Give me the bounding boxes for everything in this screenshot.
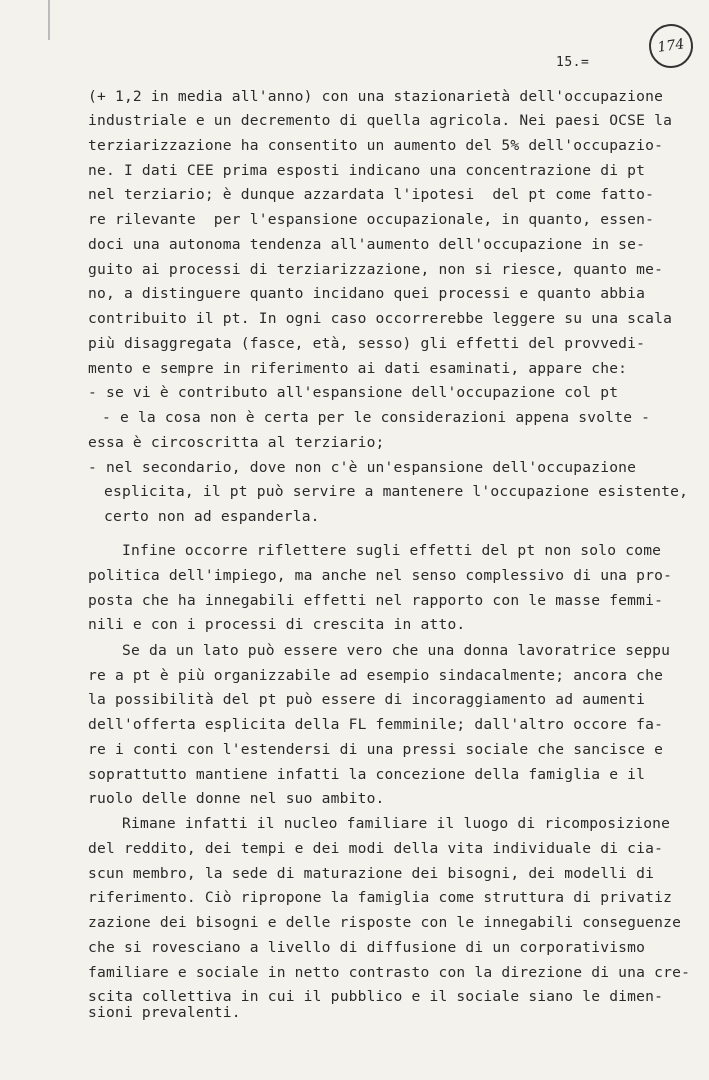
text-line: nili e con i processi di crescita in atto. xyxy=(88,616,466,633)
list-item-line: - e la cosa non è certa per le considerazioni appena svolte - xyxy=(102,409,651,426)
page-number: 15.= xyxy=(556,55,590,70)
text-line: soprattutto mantiene infatti la concezione della famiglia e il xyxy=(88,766,646,783)
text-line: familiare e sociale in netto contrasto con la direzione di una cre- xyxy=(88,964,691,981)
text-line: la possibilità del pt può essere di incoraggiamento ad aumenti xyxy=(88,691,646,708)
text-line: scun membro, la sede di maturazione dei bisogni, dei modelli di xyxy=(88,865,655,882)
archive-stamp: 174 xyxy=(646,21,696,71)
text-line: posta che ha innegabili effetti nel rapporto con le masse femmi- xyxy=(88,592,664,609)
text-line: più disaggregata (fasce, età, sesso) gli effetti del provvedi- xyxy=(88,335,646,352)
text-line: ruolo delle donne nel suo ambito. xyxy=(88,790,385,807)
list-item-line: certo non ad espanderla. xyxy=(104,508,320,525)
text-line: sioni prevalenti. xyxy=(88,1004,241,1021)
text-line: riferimento. Ciò ripropone la famiglia come struttura di privatiz xyxy=(88,889,673,906)
scan-mark xyxy=(48,0,50,40)
text-line: (+ 1,2 in media all'anno) con una stazionarietà dell'occupazione xyxy=(88,88,664,105)
list-item-line: - se vi è contributo all'espansione dell'occupazione col pt xyxy=(88,384,619,401)
text-line: del reddito, dei tempi e dei modi della vita individuale di cia- xyxy=(88,840,664,857)
text-line: industriale e un decremento di quella agricola. Nei paesi OCSE la xyxy=(88,112,673,129)
list-item-line: essa è circoscritta al terziario; xyxy=(88,434,385,451)
text-line: mento e sempre in riferimento ai dati esaminati, appare che: xyxy=(88,360,628,377)
text-line: zazione dei bisogni e delle risposte con le innegabili conseguenze xyxy=(88,914,682,931)
text-line: politica dell'impiego, ma anche nel senso complessivo di una pro- xyxy=(88,567,673,584)
text-line: no, a distinguere quanto incidano quei processi e quanto abbia xyxy=(88,285,646,302)
text-line: scita collettiva in cui il pubblico e il sociale siano le dimen- xyxy=(88,988,664,1005)
text-line: Se da un lato può essere vero che una donna lavoratrice seppu xyxy=(122,642,671,659)
text-line: dell'offerta esplicita della FL femminile; dall'altro occore fa- xyxy=(88,716,664,733)
text-line: guito ai processi di terziarizzazione, non si riesce, quanto me- xyxy=(88,261,664,278)
list-item-line: - nel secondario, dove non c'è un'espansione dell'occupazione xyxy=(88,459,637,476)
text-line: terziarizzazione ha consentito un aumento del 5% dell'occupazio- xyxy=(88,137,664,154)
text-line: re i conti con l'estendersi di una pressi sociale che sancisce e xyxy=(88,741,664,758)
text-line: doci una autonoma tendenza all'aumento dell'occupazione in se- xyxy=(88,236,646,253)
text-line: ne. I dati CEE prima esposti indicano una concentrazione di pt xyxy=(88,162,646,179)
list-item-line: esplicita, il pt può servire a mantenere l'occupazione esistente, xyxy=(104,483,689,500)
text-line: che si rovesciano a livello di diffusione di un corporativismo xyxy=(88,939,646,956)
text-line: nel terziario; è dunque azzardata l'ipotesi del pt come fatto- xyxy=(88,186,655,203)
text-line: Rimane infatti il nucleo familiare il luogo di ricomposizione xyxy=(122,815,671,832)
text-line: re rilevante per l'espansione occupazionale, in quanto, essen- xyxy=(88,211,655,228)
text-line: contribuito il pt. In ogni caso occorrerebbe leggere su una scala xyxy=(88,310,673,327)
text-line: Infine occorre riflettere sugli effetti del pt non solo come xyxy=(122,542,662,559)
text-line: re a pt è più organizzabile ad esempio sindacalmente; ancora che xyxy=(88,667,664,684)
